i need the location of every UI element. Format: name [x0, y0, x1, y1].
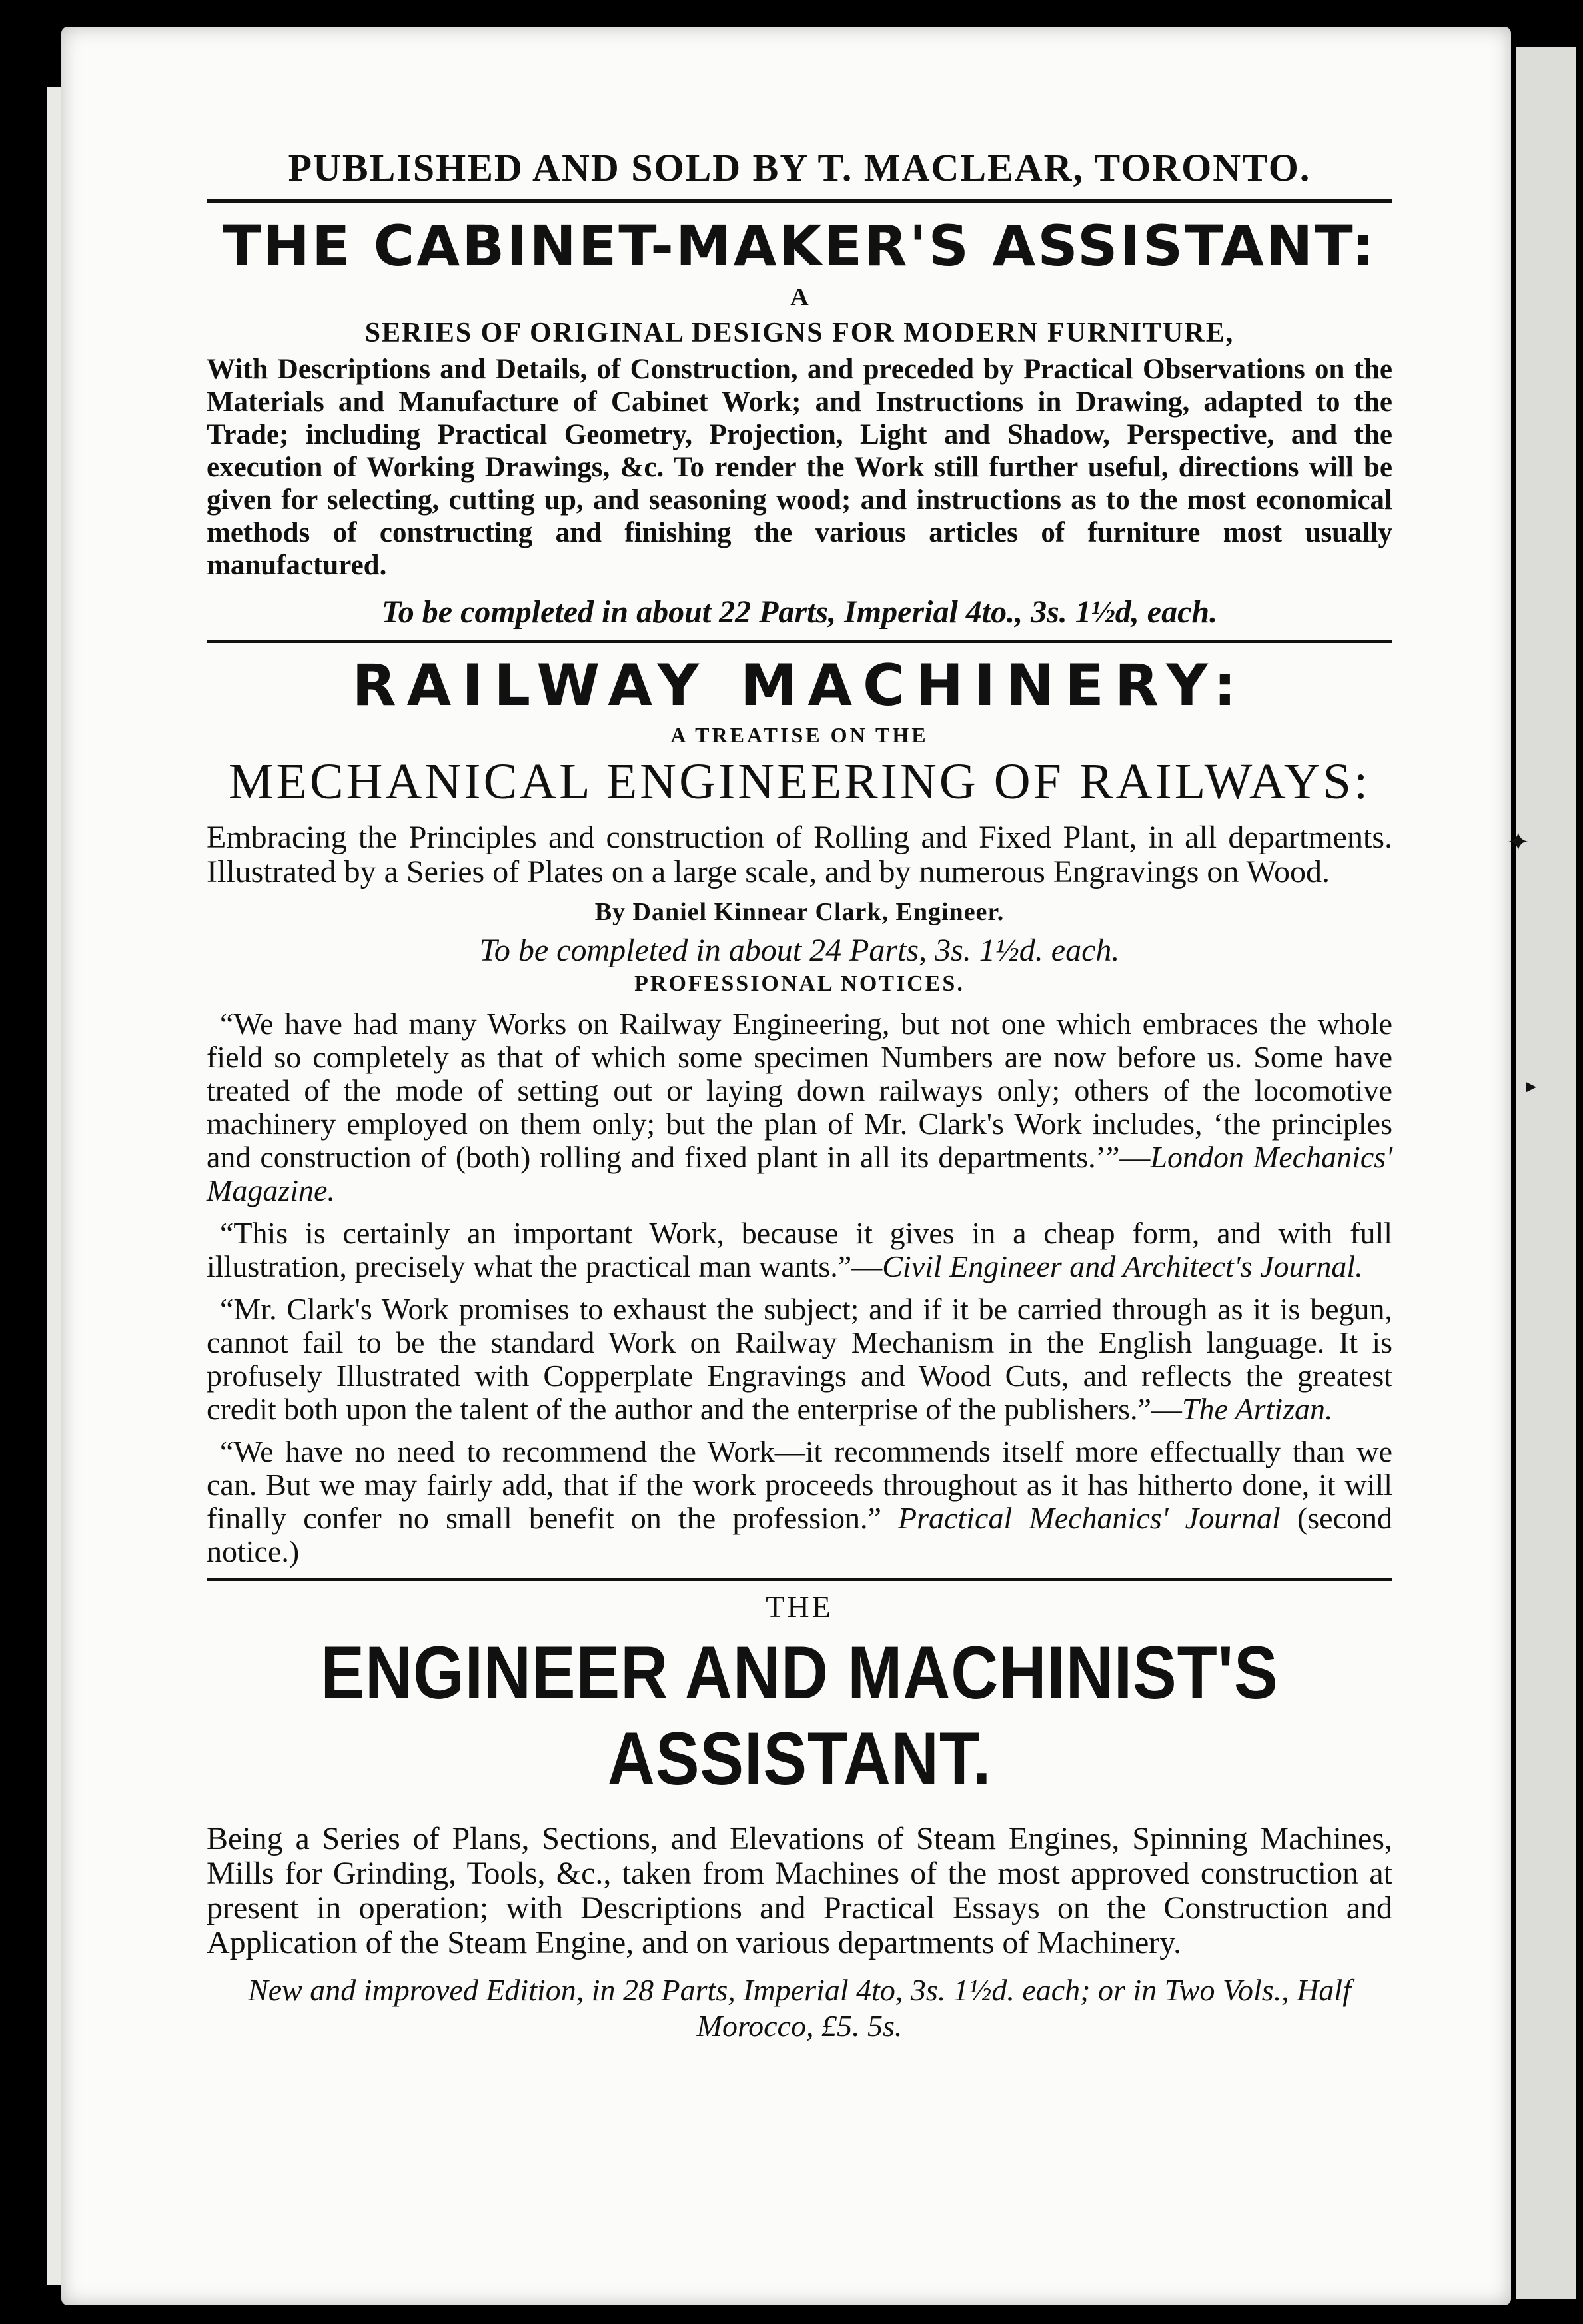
book-terms: New and improved Edition, in 28 Parts, Imperial 4to, 3s. 1½d. each; or in Two Vols., Half Morocco, £5. 5s. — [248, 1973, 1351, 2043]
book-title: ENGINEER AND MACHINIST'S ASSISTANT. — [320, 1631, 1279, 1800]
publisher-header: PUBLISHED AND SOLD BY T. MACLEAR, TORONTO. — [288, 146, 1311, 189]
book-subtitle: MECHANICAL ENGINEERING OF RAILWAYS: — [228, 754, 1371, 810]
book-article: A — [790, 283, 809, 311]
book-description: With Descriptions and Details, of Construction, and preceded by Practical Observations on the Materials and Manufacture of Cabinet Work; and Instructions in Drawing, adapted to the Trade; including Practical Geometry, Projection, Light and Shadow, Perspective, and the execution of Working Drawings, &c. To render the Work still further useful, directions will be given for selecting, cutting up, and seasoning wood; and instructions as to the most economical methods of constructing and finishing the various articles of furniture most usually manufactured. — [207, 354, 1392, 581]
review-quote — [207, 1217, 1392, 1283]
quote-text: “We have no need to recommend the Work—it recommends itself more effectually than we can. But we may fairly add, that if the work proceeds throughout as it has hitherto done, it will finally confer no small benefit on the profession.” — [207, 1435, 1392, 1535]
cabinet-maker-listing — [207, 213, 1392, 630]
quote-source: Practical Mechanics' Journal — [898, 1501, 1281, 1535]
divider — [207, 199, 1392, 203]
review-quote — [207, 1007, 1392, 1207]
book-terms: To be completed in about 22 Parts, Imperial 4to., 3s. 1½d, each. — [381, 594, 1218, 630]
divider — [207, 640, 1392, 643]
quote-text: “Mr. Clark's Work promises to exhaust the subject; and if it be carried through as it is begun, cannot fail to be the standard Work on Railway Mechanism in the English language. It is profusely Illustrated with Copperplate Engravings and Wood Cuts, and reflects the greatest credit both upon the talent of the author and the enterprise of the publishers.”— — [207, 1292, 1392, 1426]
quote-source: London Mechanics' Magazine. — [207, 1140, 1393, 1207]
book-description: Embracing the Principles and construction of Rolling and Fixed Plant, in all departments. Illustrated by a Series of Plates on a large scale, and by numerous Engravings on Wood. — [207, 820, 1392, 889]
book-description: Being a Series of Plans, Sections, and Elevations of Steam Engines, Spinning Machines, Mills for Grinding, Tools, &c., taken from Machines of the most approved construction at present in operation; with Descriptions and Practical Essays on the Construction and Application of the Steam Engine, and on various departments of Machinery. — [207, 1821, 1392, 1960]
quote-text: “We have had many Works on Railway Engineering, but not one which embraces the whole field so completely as that of which some specimen Numbers are now before us. Some have treated of the mode of setting out or laying down railways only; others of the locomotive machinery employed on them only; but the plan of Mr. Clark's Work includes, ‘the principles and construction of (both) rolling and fixed plant in all its departments.’”— — [207, 1007, 1392, 1174]
book-terms: To be completed in about 24 Parts, 3s. 1½d. each. — [479, 933, 1120, 968]
book-subtitle: SERIES OF ORIGINAL DESIGNS FOR MODERN FURNITURE, — [364, 318, 1235, 348]
quote-text: “This is certainly an important Work, because it gives in a cheap form, and with full illustration, precisely what the practical man wants.”— — [207, 1216, 1392, 1283]
next-page-edge — [1512, 47, 1576, 2299]
review-quote — [207, 1293, 1392, 1426]
quote-note: (second notice.) — [207, 1501, 1392, 1568]
divider — [207, 1578, 1392, 1581]
notices-heading: PROFESSIONAL NOTICES. — [634, 971, 965, 996]
quote-source: The Artizan. — [1181, 1392, 1333, 1426]
book-title: THE CABINET-MAKER'S ASSISTANT: — [223, 213, 1376, 279]
binding-mark-icon: ✦ — [1507, 827, 1530, 857]
book-treatise-line: A TREATISE ON THE — [670, 723, 929, 747]
engineer-machinist-listing — [207, 1589, 1392, 2044]
binding-mark-icon: ▸ — [1526, 1073, 1537, 1097]
advertisement-content — [207, 120, 1392, 2044]
quote-source: Civil Engineer and Architect's Journal. — [882, 1249, 1363, 1283]
book-title: RAILWAY MACHINERY: — [352, 652, 1247, 719]
book-article: THE — [766, 1590, 833, 1624]
review-quote — [207, 1435, 1392, 1568]
book-author: By Daniel Kinnear Clark, Engineer. — [594, 898, 1005, 926]
railway-machinery-listing — [207, 652, 1392, 1568]
